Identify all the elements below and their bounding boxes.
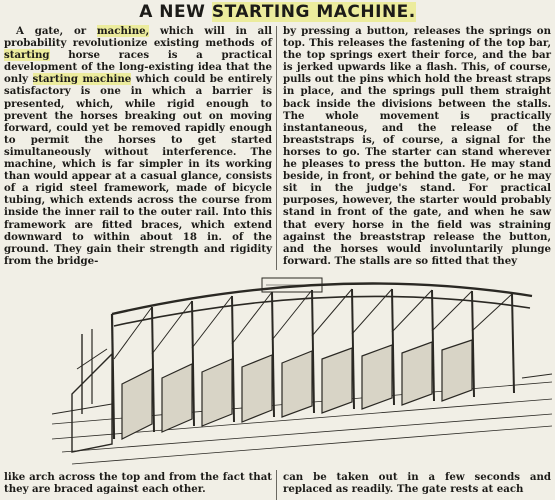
text-run: A gate, or bbox=[16, 25, 97, 37]
search-highlight: starting machine bbox=[32, 73, 132, 86]
article-headline bbox=[0, 2, 555, 22]
right-paragraph-1: by pressing a button, releases the springs on top. This releases the fastening of the top bar, the top springs exert their force, and the bar is jerked upwards like a flash. This, of course, pulls out the pins which hold the breast straps in place, and the springs pull them straight back inside the divisions between the stalls. The whole movement is practically instantaneous, and the release of the breaststraps is, of course, a signal for the horses to go. The starter can stand wherever he pleases to press the button. He may stand beside, in front, or behind the gate, or he may sit in the judge's stand. For practical purposes, however, the starter would probably stand in front of the gate, and when he saw that every horse in the field was straining against the breaststrap release the button, and the horses would involuntarily plunge forward. The stalls are so fitted that they bbox=[283, 25, 551, 267]
search-highlight: starting bbox=[4, 49, 50, 62]
left-column bbox=[4, 25, 272, 267]
headline-highlight: STARTING MACHINE. bbox=[211, 2, 416, 22]
bottom-left-text: like arch across the top and from the fact that they are braced against each other. bbox=[4, 471, 272, 496]
text-run: which will in all probability revolutionize existing methods of bbox=[4, 25, 272, 50]
search-highlight: machine, bbox=[96, 25, 150, 37]
column-divider-bottom bbox=[276, 470, 277, 500]
starting-machine-illustration bbox=[52, 274, 552, 468]
left-paragraph-2: The machine, which is far simpler in its working than would appear at a casual glance, consists of a rigid steel framework, made of bicycle tubing, which extends across the course from inside the inner rail to the outer rail. Into this framework are fitted braces, which extend downward to within about 18 in. of the ground. They gain their strength and rigidity from the bridge- bbox=[4, 145, 272, 267]
headline-prefix: A NEW bbox=[139, 2, 212, 22]
text-run: horse races is a practical development of the long-existing idea that the only bbox=[4, 49, 272, 86]
column-divider bbox=[276, 26, 277, 270]
text-run: which could be entirely satisfactory is one in which a barrier is presented, which, while rigid enough to prevent the horses breaking out on moving forward, could yet be removed rapidly enough to permit the horses to get started simultaneously without interference. bbox=[4, 73, 273, 158]
right-column bbox=[283, 25, 551, 267]
bottom-right-text: can be taken out in a few seconds and replaced as readily. The gate rests at each bbox=[283, 471, 551, 496]
left-paragraph-1 bbox=[4, 25, 272, 267]
